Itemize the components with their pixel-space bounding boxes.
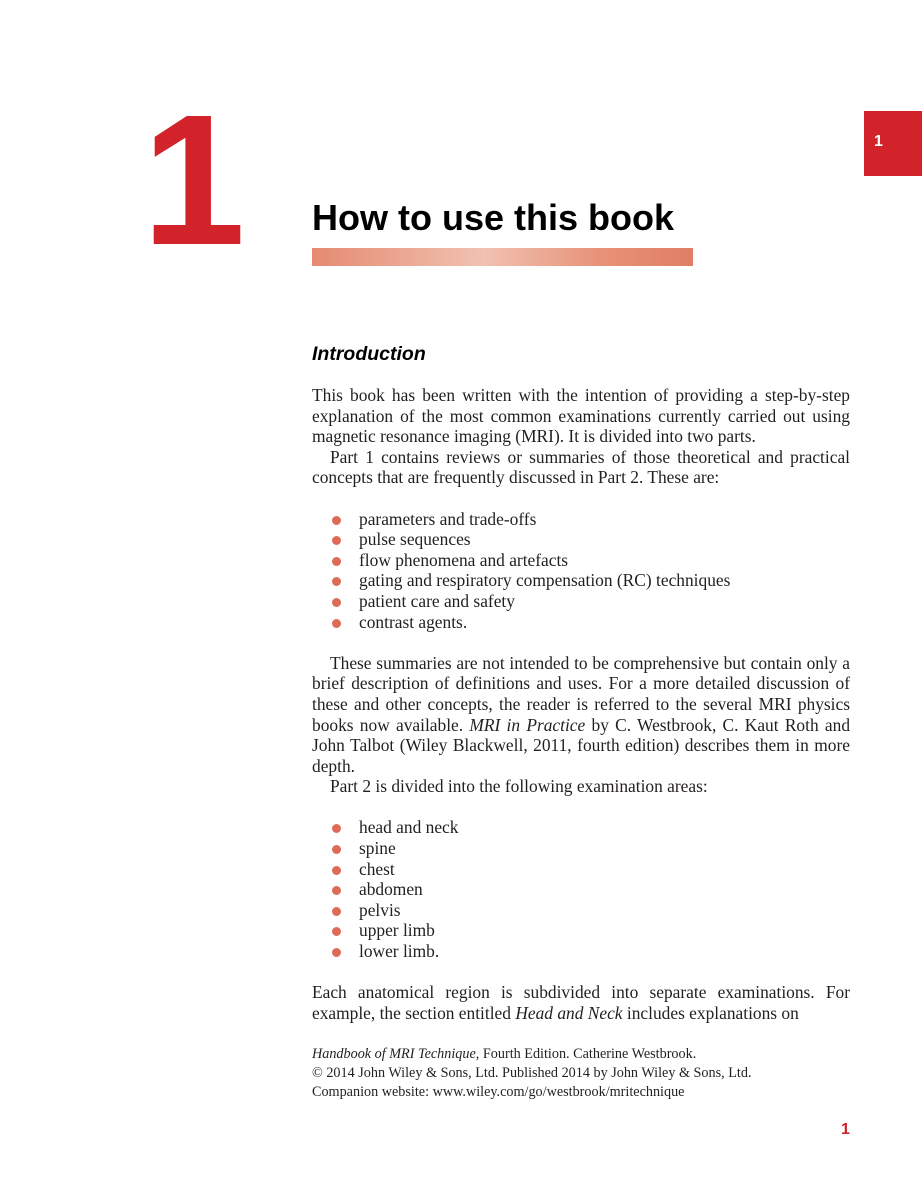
bullet-icon [332, 824, 341, 833]
list-item [312, 879, 850, 900]
spacer [312, 632, 850, 653]
section-reference: Head and Neck [515, 1002, 623, 1023]
bullet-icon [332, 619, 341, 628]
paragraph-5 [312, 982, 850, 1023]
list-item [312, 920, 850, 941]
companion-website: Companion website: www.wiley.com/go/westbrook/mritechnique [312, 1084, 685, 1100]
title-underline-bar [312, 248, 693, 266]
bullet-icon [332, 886, 341, 895]
bullet-icon [332, 557, 341, 566]
bullet-icon [332, 948, 341, 957]
text-run: Each anatomical region is subdivided into separate examinations. For example, the section entitled [312, 982, 850, 1023]
concept-list [312, 509, 850, 633]
bullet-icon [332, 866, 341, 875]
book-reference-title: MRI in Practice [469, 714, 586, 735]
paragraph-2: Part 1 contains reviews or summaries of those theoretical and practical concepts that are frequently discussed in Part 2. These are: [312, 446, 850, 488]
paragraph-4: Part 2 is divided into the following examination areas: [330, 776, 708, 797]
list-item-label: parameters and trade-offs [359, 508, 537, 529]
bullet-icon [332, 927, 341, 936]
book-title: Handbook of MRI Technique [312, 1046, 476, 1062]
bullet-icon [332, 598, 341, 607]
body-text [312, 385, 850, 1023]
list-item [312, 591, 850, 612]
chapter-title: How to use this book [312, 197, 675, 238]
list-item-label: chest [359, 858, 395, 879]
list-item-label: flow phenomena and artefacts [359, 549, 569, 570]
list-item-label: head and neck [359, 817, 459, 838]
list-item [312, 509, 850, 530]
bullet-icon [332, 577, 341, 586]
text-run: by C. Westbrook, C. Kaut Roth and John Talbot (Wiley Blackwell, 2011, fourth edition) describes them in more depth. [312, 714, 851, 776]
copyright-footer [312, 1045, 852, 1102]
text-run: These summaries are not intended to be comprehensive but contain only a brief description of definitions and uses. For a more detailed discussion of these and other concepts, the reader is referred to the several MRI physics books now available. [312, 652, 850, 735]
list-item [312, 859, 850, 880]
book-edition-author: , Fourth Edition. Catherine Westbrook. [475, 1046, 697, 1062]
list-item-label: pulse sequences [359, 529, 471, 550]
chapter-number: 1 [142, 77, 242, 284]
paragraph-3 [312, 653, 850, 777]
list-item-label: gating and respiratory compensation (RC) techniques [359, 570, 731, 591]
section-heading: Introduction [312, 343, 426, 365]
spacer [312, 962, 850, 983]
chapter-tab: 1 [864, 111, 922, 176]
bullet-icon [332, 536, 341, 545]
book-citation [312, 1045, 852, 1064]
list-item [312, 817, 850, 838]
spacer [312, 488, 850, 509]
list-item-label: pelvis [359, 899, 401, 920]
bullet-icon [332, 516, 341, 525]
list-item-label: contrast agents. [359, 611, 468, 632]
list-item-label: lower limb. [359, 941, 440, 962]
list-item [312, 838, 850, 859]
page-number: 1 [841, 1121, 850, 1138]
spacer [312, 797, 850, 818]
paragraph-1: This book has been written with the intention of providing a step-by-step explanation of the most common examinations currently carried out using magnetic resonance imaging (MRI). It is divided into two parts. [312, 385, 850, 447]
list-item-label: patient care and safety [359, 590, 515, 611]
list-item [312, 550, 850, 571]
copyright-line: © 2014 John Wiley & Sons, Ltd. Published 2014 by John Wiley & Sons, Ltd. [312, 1065, 752, 1081]
list-item [312, 900, 850, 921]
list-item-label: spine [359, 838, 396, 859]
list-item-label: abdomen [359, 879, 423, 900]
list-item [312, 612, 850, 633]
list-item [312, 529, 850, 550]
bullet-icon [332, 845, 341, 854]
text-run: includes explanations on [622, 1002, 799, 1023]
list-item [312, 570, 850, 591]
bullet-icon [332, 907, 341, 916]
examination-area-list [312, 817, 850, 961]
list-item-label: upper limb [359, 920, 435, 941]
list-item [312, 941, 850, 962]
